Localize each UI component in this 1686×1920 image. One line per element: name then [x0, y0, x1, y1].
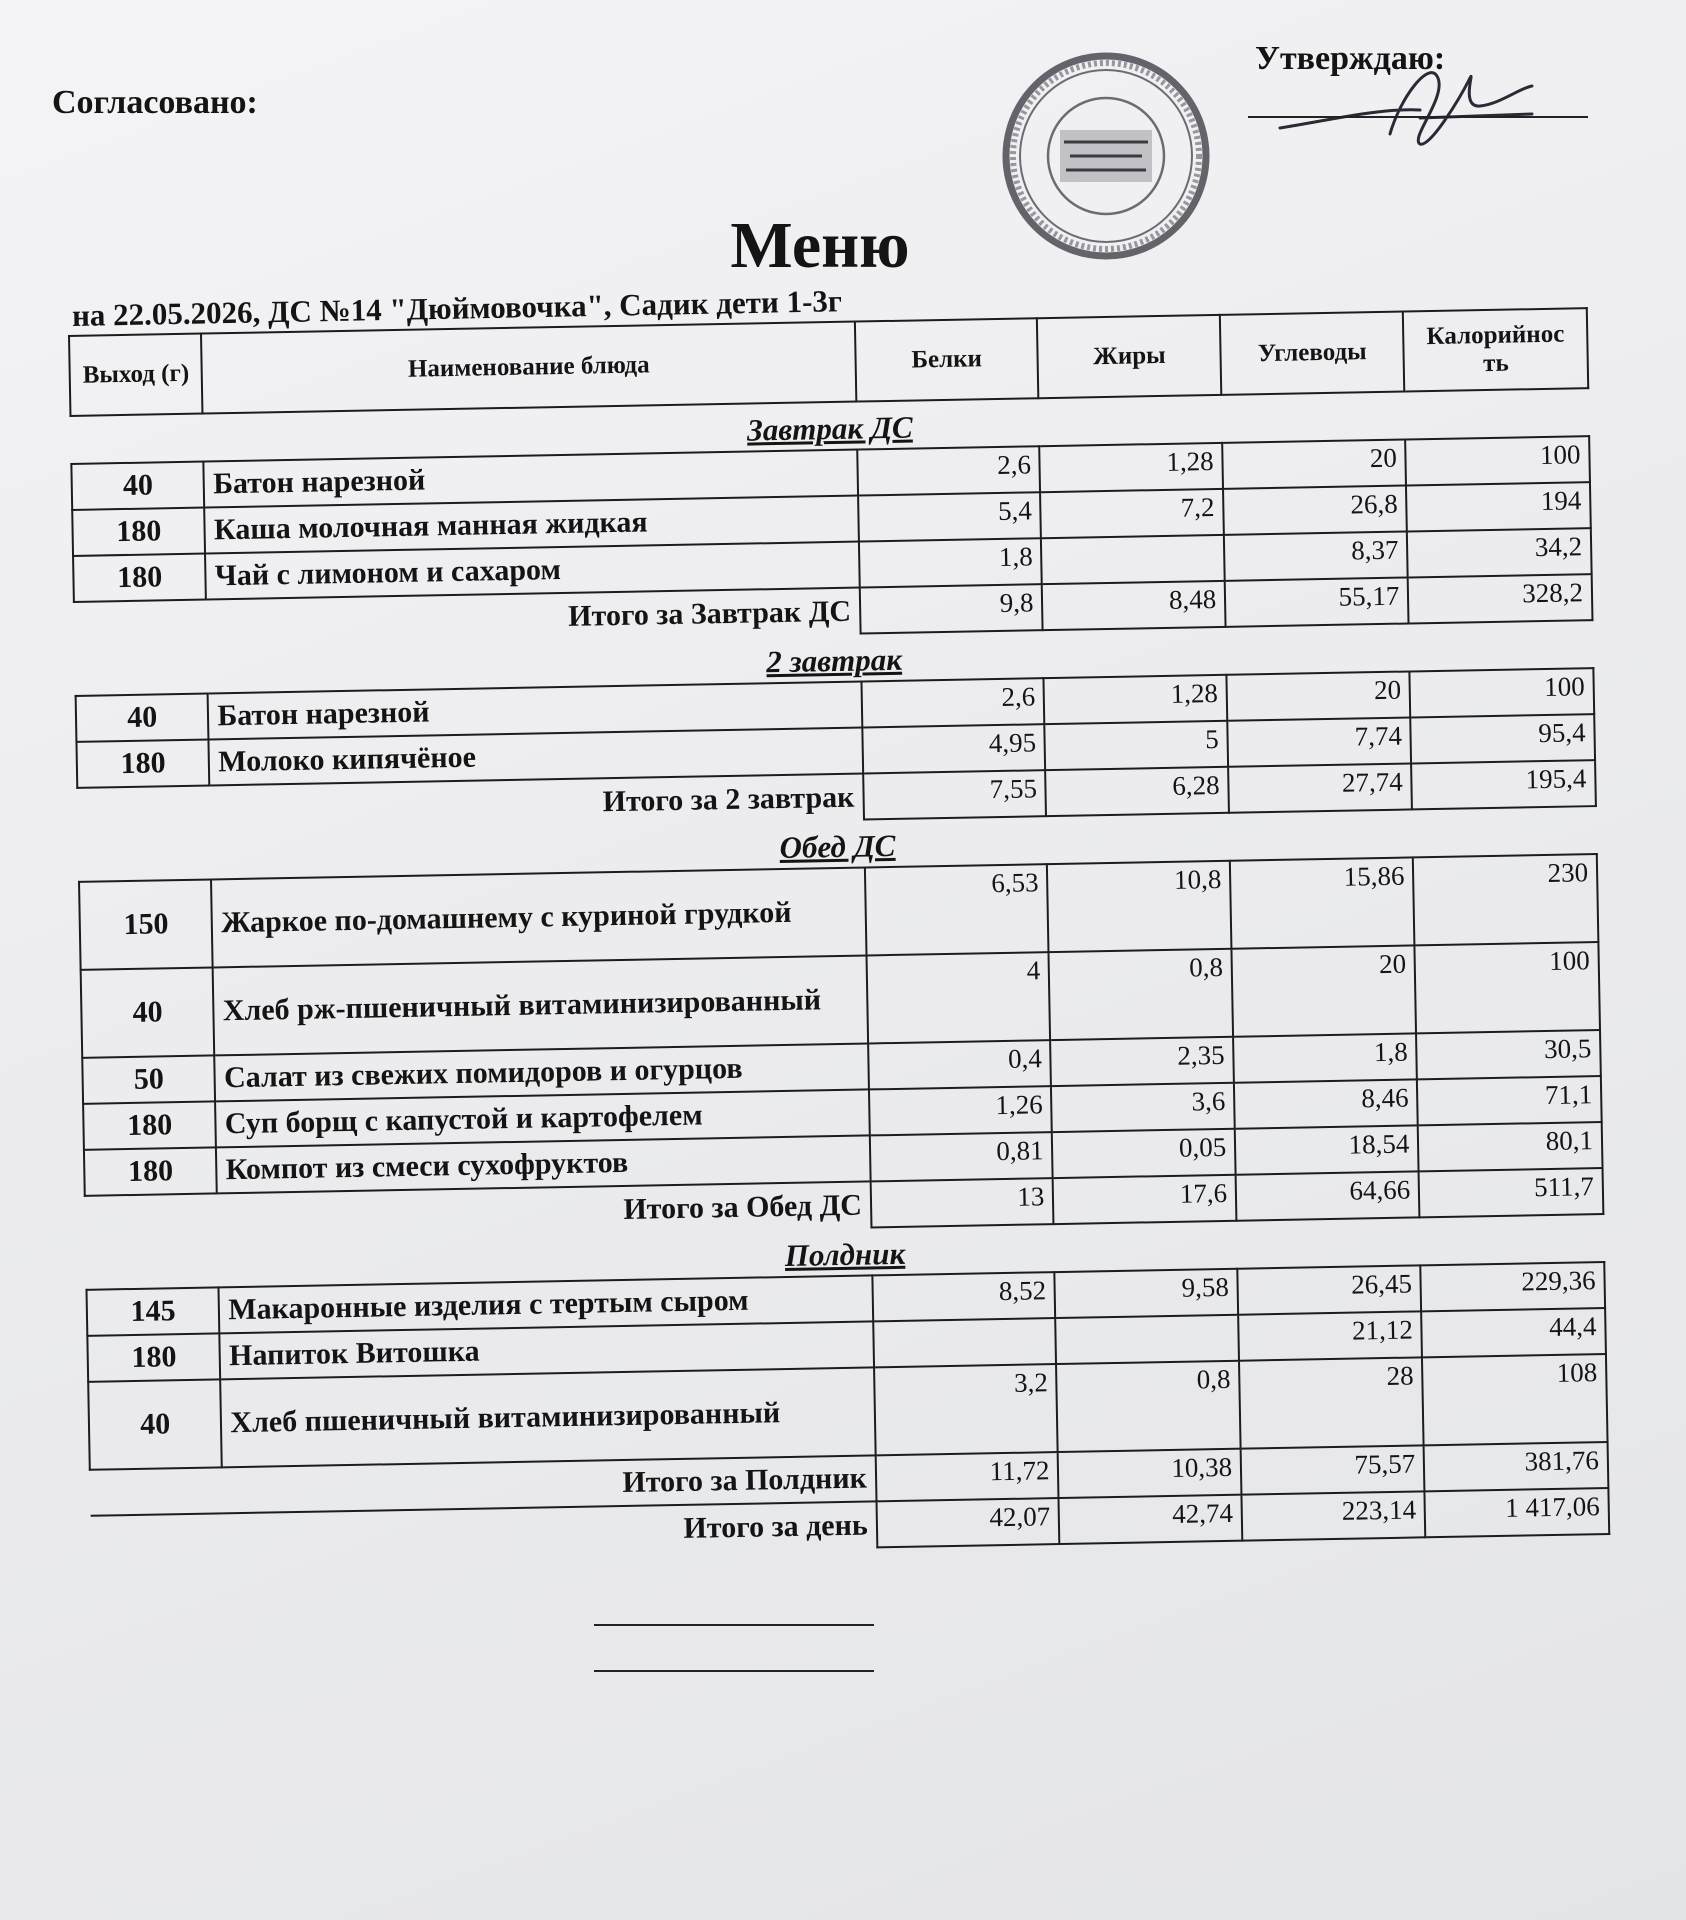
dish-output: 150 [79, 879, 213, 969]
day-total-fats: 42,74 [1059, 1495, 1243, 1544]
dish-name: Макаронные изделия с тертым сыром [219, 1275, 873, 1333]
dish-proteins: 4 [866, 952, 1050, 1043]
dish-output: 40 [71, 462, 204, 510]
dish-calories: 100 [1410, 668, 1594, 717]
header-calories: Калорийнос ть [1403, 308, 1588, 391]
header-proteins: Белки [855, 318, 1039, 401]
total-carbs: 27,74 [1228, 763, 1412, 812]
section-total-label: Итого за 2 завтрак [602, 780, 855, 818]
dish-proteins: 8,52 [872, 1272, 1055, 1321]
dish-fats [1056, 1315, 1240, 1364]
total-fats: 17,6 [1053, 1175, 1237, 1224]
dish-fats [1041, 535, 1225, 584]
footer-line-2 [594, 1670, 874, 1672]
dish-output: 180 [87, 1333, 220, 1381]
dish-carbs: 26,8 [1223, 486, 1407, 535]
dish-name: Батон нарезной [204, 450, 858, 508]
dish-proteins: 0,4 [868, 1040, 1051, 1089]
total-fats: 8,48 [1042, 581, 1226, 630]
dish-output: 145 [87, 1287, 220, 1335]
dish-fats: 1,28 [1040, 443, 1224, 492]
header-carbs: Углеводы [1220, 312, 1405, 395]
dish-proteins: 5,4 [858, 492, 1041, 541]
dish-name: Жаркое по-домашнему с куриной грудкой [211, 867, 866, 967]
dish-carbs: 20 [1227, 671, 1411, 720]
dish-fats: 9,58 [1055, 1269, 1239, 1318]
dish-carbs: 26,45 [1237, 1265, 1421, 1314]
dish-carbs: 21,12 [1238, 1311, 1422, 1360]
section-title: 2 завтрак [766, 641, 903, 680]
dish-carbs: 7,74 [1227, 717, 1411, 766]
page-subtitle: на 22.05.2026, ДС №14 "Дюймовочка", Садик дети 1-3г [71, 283, 843, 333]
dish-name: Хлеб рж-пшеничный витаминизированный [213, 955, 868, 1055]
dish-name: Напиток Витошка [220, 1321, 874, 1379]
dish-name: Каша молочная манная жидкая [205, 496, 859, 554]
dish-carbs: 20 [1232, 945, 1417, 1036]
dish-output: 180 [84, 1147, 217, 1195]
dish-fats: 1,28 [1044, 675, 1228, 724]
dish-calories: 100 [1405, 436, 1589, 485]
total-proteins: 13 [870, 1178, 1053, 1227]
dish-calories: 71,1 [1417, 1076, 1601, 1125]
dish-output: 40 [81, 967, 215, 1057]
total-calories: 328,2 [1408, 574, 1592, 623]
dish-fats: 10,8 [1047, 861, 1231, 952]
total-carbs: 55,17 [1225, 577, 1409, 626]
dish-name: Молоко кипячёное [209, 728, 863, 786]
total-calories: 511,7 [1419, 1168, 1603, 1217]
dish-output: 180 [73, 554, 206, 602]
day-total-calories: 1 417,06 [1425, 1488, 1609, 1537]
footer-line-1 [594, 1624, 874, 1626]
section-total-label: Итого за Полдник [622, 1461, 868, 1500]
dish-fats: 7,2 [1040, 489, 1224, 538]
dish-name: Компот из смеси сухофруктов [216, 1135, 870, 1193]
dish-calories: 30,5 [1416, 1030, 1600, 1079]
dish-fats: 5 [1045, 721, 1229, 770]
menu-table [68, 307, 1610, 1563]
total-calories: 195,4 [1411, 760, 1595, 809]
approved-label: Согласовано: [52, 84, 258, 121]
total-proteins: 9,8 [860, 584, 1043, 633]
dish-proteins: 3,2 [874, 1364, 1058, 1455]
dish-proteins: 2,6 [857, 446, 1040, 495]
dish-carbs: 28 [1239, 1357, 1424, 1448]
dish-output: 40 [76, 693, 209, 741]
section-total-label: Итого за Обед ДС [623, 1188, 863, 1226]
dish-carbs: 15,86 [1230, 857, 1415, 948]
dish-calories: 194 [1406, 482, 1590, 531]
total-fats: 6,28 [1046, 767, 1230, 816]
dish-name: Чай с лимоном и сахаром [205, 542, 859, 600]
signature [1270, 48, 1540, 158]
dish-output: 180 [83, 1101, 216, 1149]
section-title: Полдник [784, 1235, 906, 1274]
dish-fats: 0,8 [1049, 949, 1233, 1040]
dish-output: 40 [88, 1379, 222, 1469]
total-carbs: 64,66 [1236, 1171, 1420, 1220]
total-proteins: 7,55 [863, 770, 1046, 819]
day-total-carbs: 223,14 [1242, 1491, 1426, 1540]
dish-fats: 2,35 [1051, 1037, 1235, 1086]
header-output: Выход (г) [69, 334, 203, 416]
total-fats: 10,38 [1058, 1449, 1242, 1498]
page-title: Меню [730, 209, 910, 282]
dish-calories: 34,2 [1407, 528, 1591, 577]
header-name: Наименование блюда [201, 322, 856, 414]
dish-proteins: 2,6 [861, 678, 1044, 727]
dish-calories: 80,1 [1418, 1122, 1602, 1171]
day-total-label: Итого за день [91, 1501, 877, 1561]
confirm-label: Утверждаю: [1255, 40, 1446, 77]
total-carbs: 75,57 [1241, 1445, 1425, 1494]
dish-carbs: 8,46 [1234, 1079, 1418, 1128]
dish-calories: 229,36 [1421, 1262, 1605, 1311]
dish-calories: 230 [1413, 854, 1598, 945]
confirm-signature-line [1248, 116, 1588, 118]
section-title: Обед ДС [779, 827, 896, 866]
dish-proteins: 1,26 [869, 1086, 1052, 1135]
total-calories: 381,76 [1424, 1442, 1608, 1491]
dish-fats: 3,6 [1051, 1083, 1235, 1132]
dish-calories: 108 [1422, 1354, 1607, 1445]
section-total-label: Итого за Завтрак ДС [567, 594, 852, 633]
header-fats: Жиры [1037, 315, 1221, 398]
dish-name: Салат из свежих помидоров и огурцов [215, 1043, 869, 1101]
dish-proteins: 6,53 [865, 864, 1049, 955]
dish-output: 50 [82, 1055, 215, 1103]
section-title: Завтрак ДС [746, 409, 913, 448]
dish-proteins: 0,81 [870, 1132, 1053, 1181]
dish-name: Суп борщ с капустой и картофелем [215, 1089, 869, 1147]
dish-output: 180 [76, 739, 209, 787]
dish-proteins: 4,95 [862, 724, 1045, 773]
day-total-proteins: 42,07 [876, 1498, 1059, 1547]
dish-name: Батон нарезной [208, 682, 862, 740]
dish-proteins [873, 1318, 1056, 1367]
dish-calories: 44,4 [1421, 1308, 1605, 1357]
dish-calories: 95,4 [1411, 714, 1595, 763]
dish-fats: 0,05 [1052, 1129, 1236, 1178]
dish-fats: 0,8 [1056, 1361, 1240, 1452]
dish-name: Хлеб пшеничный витаминизированный [221, 1367, 876, 1467]
dish-calories: 100 [1415, 942, 1600, 1033]
total-proteins: 11,72 [875, 1452, 1058, 1501]
dish-carbs: 18,54 [1235, 1125, 1419, 1174]
dish-carbs: 20 [1222, 440, 1406, 489]
dish-carbs: 1,8 [1233, 1033, 1417, 1082]
dish-output: 180 [72, 508, 205, 556]
dish-proteins: 1,8 [859, 538, 1042, 587]
dish-carbs: 8,37 [1224, 531, 1408, 580]
